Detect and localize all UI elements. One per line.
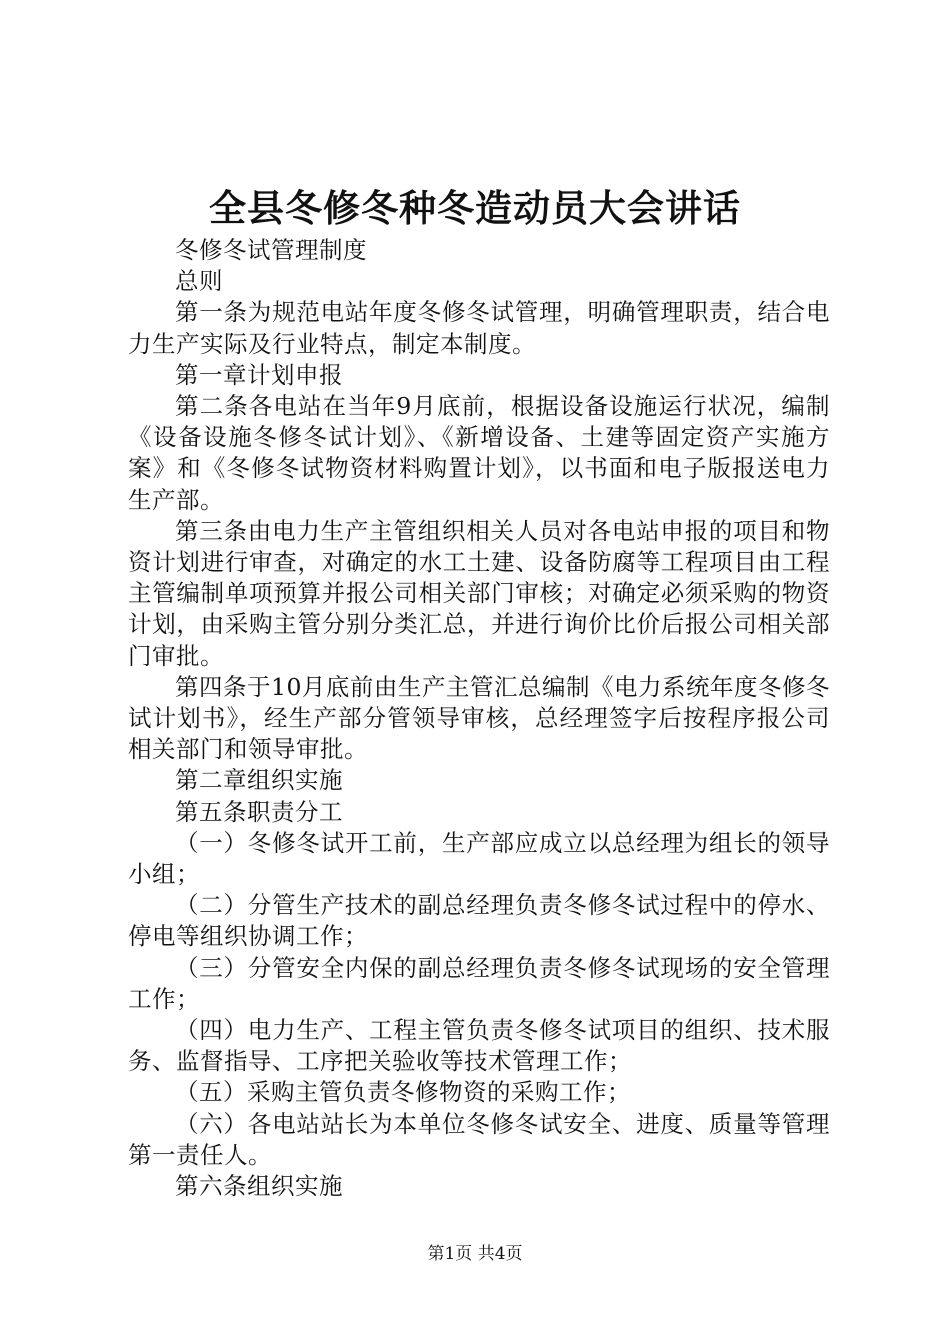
document-title: 全县冬修冬种冬造动员大会讲话 [209, 186, 741, 230]
paragraph: （六）各电站站长为本单位冬修冬试安全、进度、质量等管理第一责任人。 [128, 1109, 830, 1169]
paragraph: 第三条由电力生产主管组织相关人员对各电站申报的项目和物资计划进行审查，对确定的水工土建、设备防腐等工程项目由工程主管编制单项预算并报公司相关部门审核；对确定必须采购的物资计划，由采购主管分别分类汇总，并进行询价比价后报公司相关部门审批。 [128, 516, 830, 670]
paragraph: （四）电力生产、工程主管负责冬修冬试项目的组织、技术服务、监督指导、工序把关验收等技术管理工作； [128, 1016, 830, 1076]
paragraph: 总则 [175, 267, 223, 296]
paragraph: （二）分管生产技术的副总经理负责冬修冬试过程中的停水、停电等组织协调工作； [128, 891, 830, 951]
paragraph: 第六条组织实施 [175, 1172, 343, 1201]
paragraph: 第二条各电站在当年9月底前，根据设备设施运行状况，编制《设备设施冬修冬试计划》、《新增设备、土建等固定资产实施方案》和《冬修冬试物资材料购置计划》，以书面和电子版报送电力生产部。 [128, 392, 830, 514]
document-body [128, 235, 830, 1202]
paragraph: 第五条职责分工 [175, 797, 343, 826]
paragraph: 第四条于10月底前由生产主管汇总编制《电力系统年度冬修冬试计划书》，经生产部分管领导审核，总经理签字后按程序报公司相关部门和领导审批。 [128, 672, 830, 764]
paragraph: 第一条为规范电站年度冬修冬试管理，明确管理职责，结合电力生产实际及行业特点，制定本制度。 [128, 298, 830, 358]
paragraph: 冬修冬试管理制度 [175, 236, 367, 264]
paragraph: 第一章计划申报 [175, 360, 343, 389]
paragraph: （三）分管安全内保的副总经理负责冬修冬试现场的安全管理工作； [128, 953, 830, 1013]
paragraph: （五）采购主管负责冬修物资的采购工作； [175, 1078, 631, 1107]
paragraph: 第二章组织实施 [175, 766, 343, 795]
paragraph: （一）冬修冬试开工前，生产部应成立以总经理为组长的领导小组； [128, 828, 830, 889]
page-footer: 第1页 共4页 [427, 1244, 523, 1264]
